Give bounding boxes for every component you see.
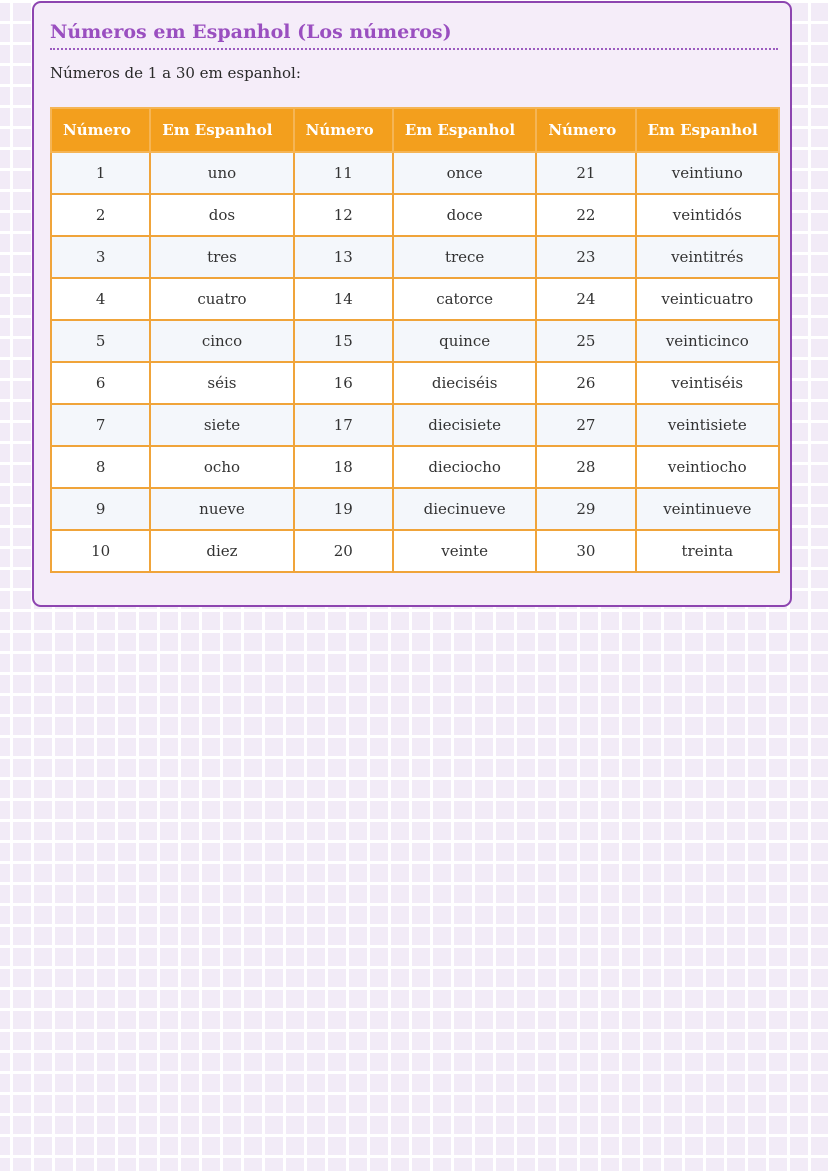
table-cell: 16 — [294, 362, 393, 404]
table-cell: 15 — [294, 320, 393, 362]
table-cell: 18 — [294, 446, 393, 488]
table-cell: 13 — [294, 236, 393, 278]
table-row — [51, 320, 779, 362]
table-row — [51, 278, 779, 320]
table-cell: 26 — [536, 362, 635, 404]
table-cell: 29 — [536, 488, 635, 530]
table-cell: 2 — [51, 194, 150, 236]
table-cell: 1 — [51, 152, 150, 194]
table-cell: tres — [150, 236, 293, 278]
numbers-table — [50, 107, 780, 573]
table-row — [51, 236, 779, 278]
table-cell: 5 — [51, 320, 150, 362]
table-cell: 24 — [536, 278, 635, 320]
table-cell: 3 — [51, 236, 150, 278]
table-cell: veintidós — [636, 194, 779, 236]
table-cell: dos — [150, 194, 293, 236]
table-row — [51, 446, 779, 488]
table-cell: dieciséis — [393, 362, 536, 404]
table-cell: 23 — [536, 236, 635, 278]
header-numero-2: Número — [294, 108, 393, 152]
table-cell: 7 — [51, 404, 150, 446]
table-cell: 25 — [536, 320, 635, 362]
table-row — [51, 362, 779, 404]
table-cell: 30 — [536, 530, 635, 572]
table-row — [51, 194, 779, 236]
table-row — [51, 488, 779, 530]
table-cell: veinte — [393, 530, 536, 572]
header-espanhol-2: Em Espanhol — [393, 108, 536, 152]
table-cell: catorce — [393, 278, 536, 320]
table-cell: 4 — [51, 278, 150, 320]
table-cell: veintiséis — [636, 362, 779, 404]
table-cell: 21 — [536, 152, 635, 194]
table-cell: 19 — [294, 488, 393, 530]
table-cell: veintitrés — [636, 236, 779, 278]
header-espanhol-3: Em Espanhol — [636, 108, 779, 152]
table-row — [51, 152, 779, 194]
content-card — [32, 1, 792, 607]
table-row — [51, 530, 779, 572]
table-cell: ocho — [150, 446, 293, 488]
table-cell: 6 — [51, 362, 150, 404]
intro-text: Números de 1 a 30 em espanhol: — [50, 64, 301, 82]
table-cell: 12 — [294, 194, 393, 236]
table-cell: 10 — [51, 530, 150, 572]
table-cell: quince — [393, 320, 536, 362]
table-cell: 11 — [294, 152, 393, 194]
header-numero-1: Número — [51, 108, 150, 152]
table-cell: 20 — [294, 530, 393, 572]
table-cell: diecisiete — [393, 404, 536, 446]
header-espanhol-1: Em Espanhol — [150, 108, 293, 152]
table-cell: veinticuatro — [636, 278, 779, 320]
table-cell: 14 — [294, 278, 393, 320]
table-cell: 27 — [536, 404, 635, 446]
table-cell: veintiuno — [636, 152, 779, 194]
table-row — [51, 404, 779, 446]
table-cell: 28 — [536, 446, 635, 488]
table-cell: veinticinco — [636, 320, 779, 362]
table-cell: veintiocho — [636, 446, 779, 488]
table-cell: cuatro — [150, 278, 293, 320]
table-cell: uno — [150, 152, 293, 194]
table-cell: diecinueve — [393, 488, 536, 530]
table-cell: once — [393, 152, 536, 194]
table-cell: dieciocho — [393, 446, 536, 488]
header-numero-3: Número — [536, 108, 635, 152]
table-cell: veintisiete — [636, 404, 779, 446]
table-cell: trece — [393, 236, 536, 278]
table-cell: 22 — [536, 194, 635, 236]
table-cell: 9 — [51, 488, 150, 530]
table-cell: diez — [150, 530, 293, 572]
table-cell: doce — [393, 194, 536, 236]
table-cell: cinco — [150, 320, 293, 362]
table-cell: treinta — [636, 530, 779, 572]
table-cell: veintinueve — [636, 488, 779, 530]
table-cell: séis — [150, 362, 293, 404]
table-cell: siete — [150, 404, 293, 446]
table-cell: 17 — [294, 404, 393, 446]
table-cell: nueve — [150, 488, 293, 530]
table-header-row — [51, 108, 779, 152]
table-cell: 8 — [51, 446, 150, 488]
page-title: Números em Espanhol (Los números) — [50, 20, 778, 50]
